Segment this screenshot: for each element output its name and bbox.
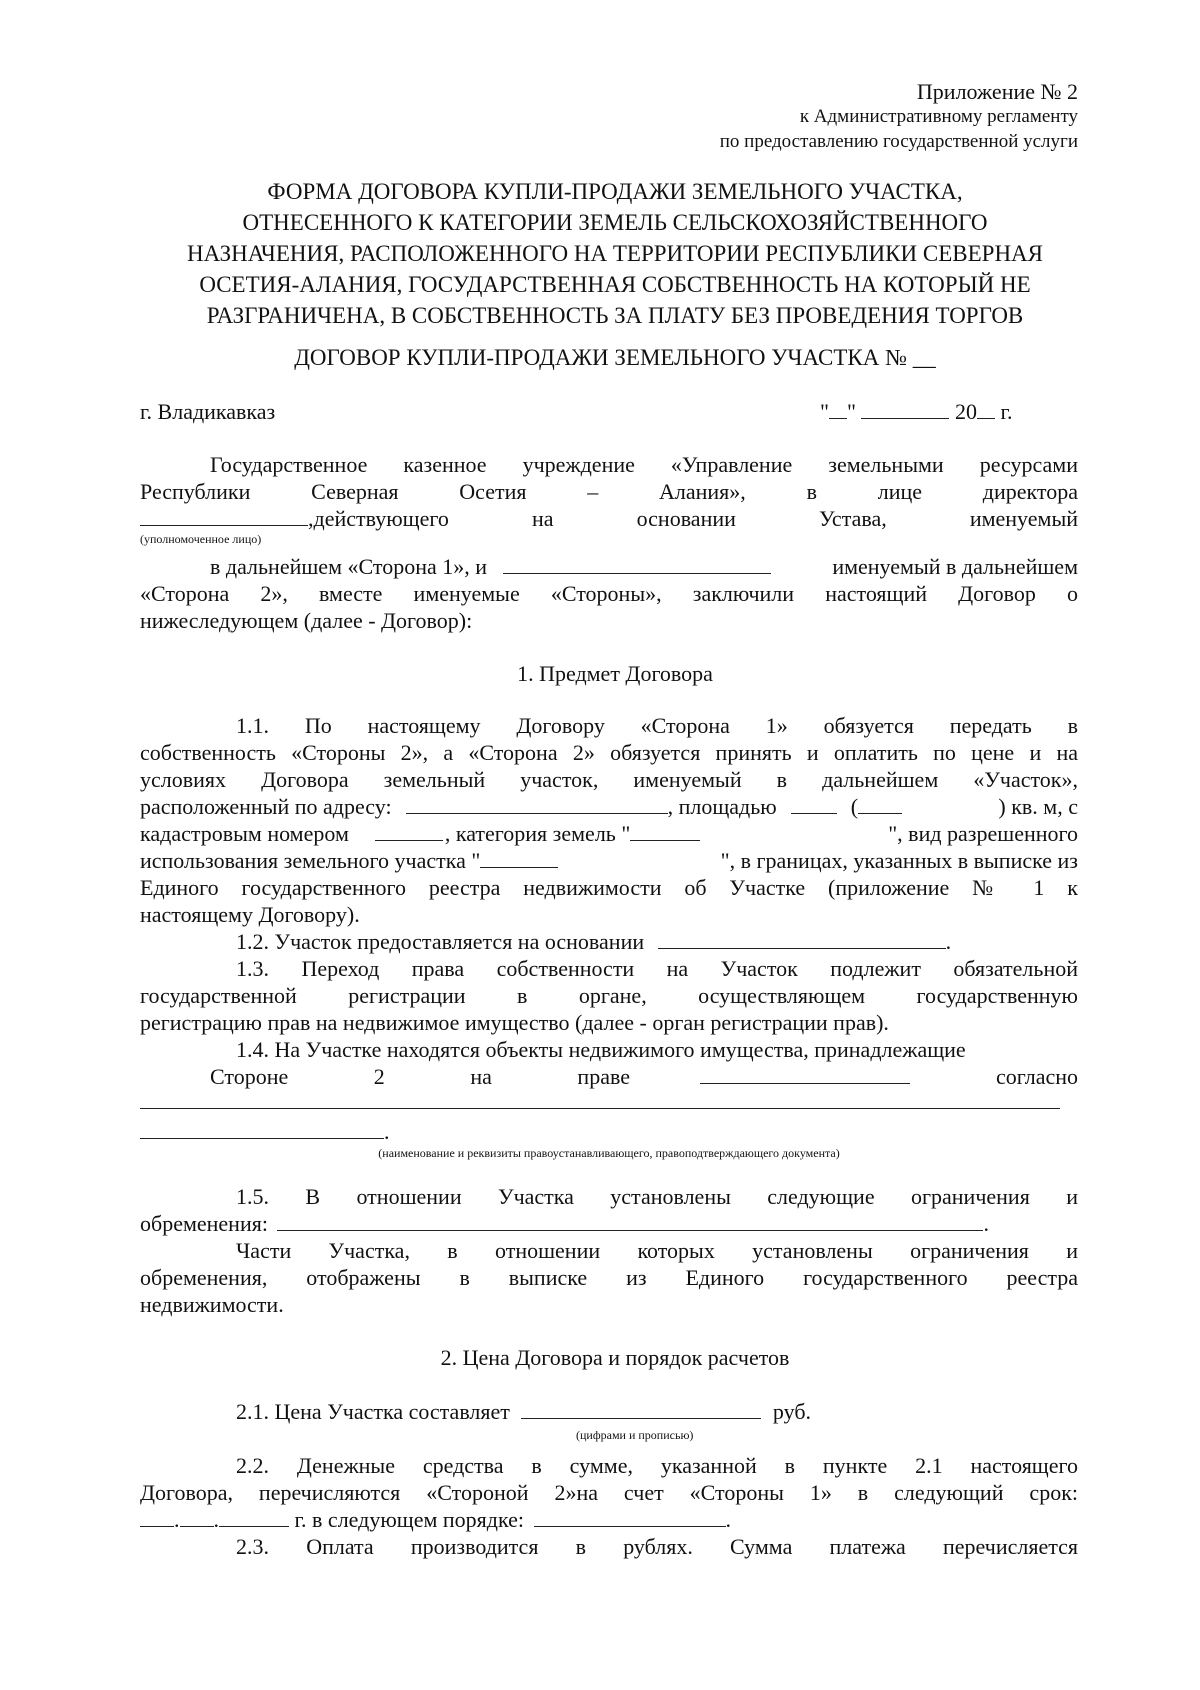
contract-title: ДОГОВОР КУПЛИ-ПРОДАЖИ ЗЕМЕЛЬНОГО УЧАСТКА № __	[294, 345, 936, 370]
form-title	[110, 176, 1120, 331]
form-title-line-1: ФОРМА ДОГОВОРА КУПЛИ-ПРОДАЖИ ЗЕМЕЛЬНОГО УЧАСТКА,	[267, 179, 963, 204]
clause-2-2-line-2: Договора, перечисляются «Стороной 2»на счет «Стороны 1» в следующий срок:	[140, 1480, 1078, 1505]
clause-1-2: 1.2. Участок предоставляется на основании .	[236, 929, 952, 954]
encumbrances-blank	[277, 1212, 983, 1231]
boundaries-text: ", в границах, указанных в выписке из	[720, 848, 1078, 873]
land-category-blank	[630, 822, 700, 841]
area-number-blank	[791, 795, 837, 814]
preamble-line-4-text-a: в дальнейшем «Сторона 1», и	[210, 554, 488, 579]
payment-day-blank	[140, 1508, 174, 1527]
document-details-line-2: .	[140, 1118, 390, 1145]
date-year-prefix: 20	[954, 399, 977, 424]
contract-date	[820, 398, 1050, 425]
clause-1-5-line-1: 1.5. В отношении Участка установлены следующие ограничения и	[236, 1184, 1078, 1209]
section-1-title: 1. Предмет Договора	[517, 661, 713, 686]
preamble-line-5: «Сторона 2», вместе именуемые «Стороны», заключили настоящий Договор о	[140, 581, 1078, 606]
price-blank	[521, 1400, 761, 1419]
document-details-line	[140, 1108, 1060, 1109]
document-details-blank	[140, 1120, 384, 1139]
appendix-line-2: к Административному регламенту	[799, 106, 1078, 127]
clause-1-1-line-6	[140, 847, 1078, 874]
clause-1-2-text: 1.2. Участок предоставляется на основании	[236, 929, 645, 954]
area-label: , площадью	[667, 794, 777, 819]
preamble-line-4-text-b: именуемый в дальнейшем	[832, 554, 1078, 579]
date-year-blank	[977, 400, 995, 419]
date-month-blank	[861, 400, 949, 419]
appendix-header	[600, 78, 1078, 155]
preamble-line-1: Государственное казенное учреждение «Управление земельными ресурсами	[210, 452, 1078, 477]
area-unit: ) кв. м, с	[998, 794, 1078, 819]
party-2-name-blank	[503, 555, 771, 574]
clause-2-2-line-1: 2.2. Денежные средства в сумме, указанной в пункте 2.1 настоящего	[236, 1453, 1078, 1478]
clause-2-3-line-1: 2.3. Оплата производится в рублях. Сумма платежа перечисляется	[236, 1534, 1078, 1559]
permitted-use-label: ", вид разрешенного	[888, 821, 1078, 846]
clause-1-1-line-4	[140, 793, 1078, 820]
date-quote-close: "	[846, 399, 856, 424]
land-use-label: использования земельного участка "	[140, 848, 481, 873]
date-suffix: г.	[1000, 399, 1013, 424]
clause-1-5-line-3: Части Участка, в отношении которых установлены ограничения и	[236, 1238, 1078, 1263]
price-label: 2.1. Цена Участка составляет	[236, 1399, 510, 1424]
clause-1-1-line-1: 1.1. По настоящему Договору «Сторона 1» обязуется передать в	[236, 713, 1078, 738]
form-title-line-5: РАЗГРАНИЧЕНА, В СОБСТВЕННОСТЬ ЗА ПЛАТУ БЕЗ ПРОВЕДЕНИЯ ТОРГОВ	[206, 303, 1024, 328]
price-unit: руб.	[772, 1399, 812, 1424]
encumbrances-label: обременения:	[140, 1211, 268, 1236]
preamble-line-3-text: ,действующего на основании Устава, именуемый	[308, 506, 1078, 531]
clause-1-5-line-2: обременения: .	[140, 1211, 989, 1236]
preamble-line-3	[140, 505, 1078, 532]
clause-1-4-line-2	[210, 1063, 1078, 1090]
clause-1-1-line-8: настоящему Договору).	[140, 902, 360, 927]
clause-1-1-line-2: собственность «Стороны 2», а «Сторона 2» обязуется принять и оплатить по цене и на	[140, 740, 1078, 765]
area-words-blank	[858, 795, 902, 814]
date-quote-open: "	[820, 399, 829, 424]
land-category-label: , категория земель "	[444, 821, 631, 846]
appendix-number: Приложение № 2	[916, 79, 1078, 104]
clause-1-4-according: согласно	[996, 1064, 1078, 1089]
clause-1-3-line-2: государственной регистрации в органе, осуществляющем государственную	[140, 983, 1078, 1008]
clause-1-4-line-1: 1.4. На Участке находятся объекты недвижимого имущества, принадлежащие	[236, 1037, 966, 1062]
address-blank	[406, 795, 668, 814]
section-2-title: 2. Цена Договора и порядок расчетов	[440, 1345, 790, 1370]
cadastral-label: кадастровым номером	[140, 821, 349, 846]
payment-order-label: г. в следующем порядке:	[294, 1507, 525, 1532]
payment-order-blank	[534, 1508, 726, 1527]
form-title-line-4: ОСЕТИЯ-АЛАНИЯ, ГОСУДАРСТВЕННАЯ СОБСТВЕННОСТЬ НА КОТОРЫЙ НЕ	[199, 272, 1031, 297]
date-day-blank	[829, 400, 847, 419]
authorized-person-note: (уполномоченное лицо)	[140, 532, 262, 546]
price-note: (цифрами и прописью)	[576, 1428, 694, 1442]
preamble-line-2: Республики Северная Осетия – Алания», в лице директора	[140, 479, 1078, 504]
cadastral-number-blank	[375, 822, 443, 841]
land-use-blank	[480, 849, 558, 868]
area-paren-open: (	[850, 794, 859, 819]
director-name-blank	[140, 507, 308, 526]
clause-1-5-line-5: недвижимости.	[140, 1292, 284, 1317]
clause-1-4-right-text: Стороне 2 на праве	[210, 1064, 630, 1089]
clause-1-3-line-3: регистрацию прав на недвижимое имущество (далее - орган регистрации прав).	[140, 1010, 889, 1035]
place-of-signing: г. Владикавказ	[140, 399, 276, 424]
clause-1-1-line-5	[140, 820, 1078, 847]
form-title-line-3: НАЗНАЧЕНИЯ, РАСПОЛОЖЕННОГО НА ТЕРРИТОРИИ РЕСПУБЛИКИ СЕВЕРНАЯ	[186, 241, 1044, 266]
preamble-line-4	[210, 553, 1078, 580]
document-details-note: (наименование и реквизиты правоустанавливающего, правоподтверждающего документа)	[378, 1146, 840, 1160]
address-label: расположенный по адресу:	[140, 794, 392, 819]
appendix-line-3: по предоставлению государственной услуги	[719, 131, 1078, 152]
clause-2-1	[236, 1398, 811, 1425]
clause-1-3-line-1: 1.3. Переход права собственности на Участок подлежит обязательной	[236, 956, 1078, 981]
clause-2-2-line-3: . . г. в следующем порядке: .	[140, 1506, 731, 1533]
clause-1-5-line-4: обременения, отображены в выписке из Единого государственного реестра	[140, 1265, 1078, 1290]
payment-year-blank	[219, 1508, 289, 1527]
right-type-blank	[700, 1065, 910, 1084]
clause-1-1-line-3: условиях Договора земельный участок, именуемый в дальнейшем «Участок»,	[140, 767, 1078, 792]
basis-blank	[658, 930, 946, 949]
form-title-line-2: ОТНЕСЕННОГО К КАТЕГОРИИ ЗЕМЕЛЬ СЕЛЬСКОХОЗЯЙСТВЕННОГО	[242, 210, 988, 235]
clause-1-1-line-7: Единого государственного реестра недвижимости об Участке (приложение № 1 к	[140, 875, 1078, 900]
payment-month-blank	[180, 1508, 214, 1527]
preamble-line-6: нижеследующем (далее - Договор):	[140, 608, 473, 633]
